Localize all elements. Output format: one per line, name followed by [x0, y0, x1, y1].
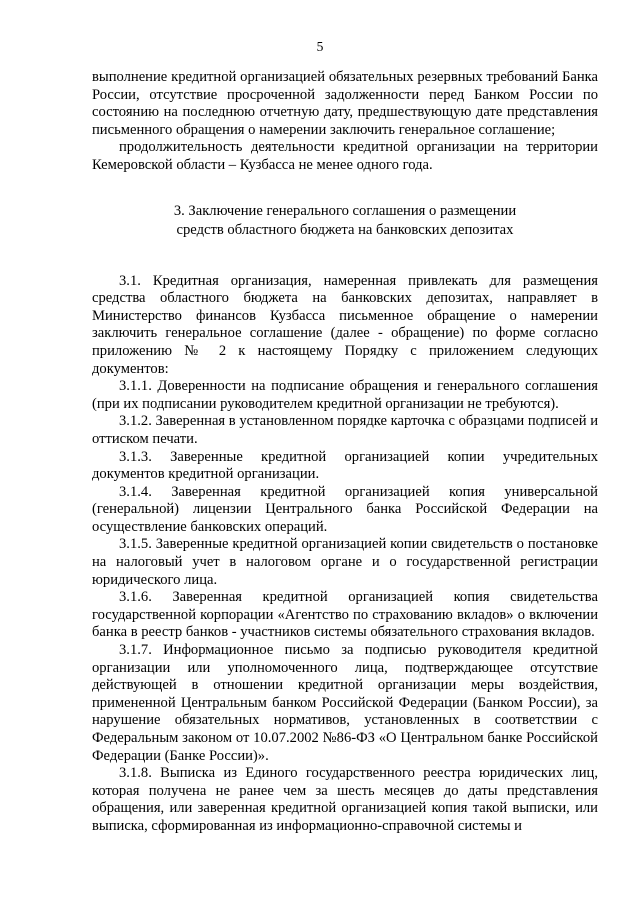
section-heading-line-2: средств областного бюджета на банковских депозитах — [176, 221, 514, 238]
paragraph-reserve-requirements: выполнение кредитной организацией обязательных резервных требований Банка России, отсутствие просроченной задолженности перед Банком России по состоянию на последнюю отчетную дату, предшествующую дате представления письменного обращения о намерении заключить генеральное соглашение; — [92, 69, 598, 138]
page-number: 5 — [316, 39, 324, 54]
clause-3-1-4: 3.1.4. Заверенная кредитной организацией копия универсальной (генеральной) лицензии Центрального банка Российской Федерации на осуществление банковских операций. — [92, 483, 598, 535]
clause-3-1-5: 3.1.5. Заверенные кредитной организацией копии свидетельств о постановке на налоговый учет в налоговом органе и о государственной регистрации юридического лица. — [92, 536, 598, 588]
section-heading — [92, 202, 598, 240]
clause-3-1-3: 3.1.3. Заверенные кредитной организацией копии учредительных документов кредитной организации. — [92, 448, 598, 483]
clause-3-1-6: 3.1.6. Заверенная кредитной организацией копия свидетельства государственной корпорации «Агентство по страхованию вкладов» о включении банка в реестр банков - участников системы обязательного страхования вкладов. — [92, 589, 598, 641]
clause-3-1-8: 3.1.8. Выписка из Единого государственного реестра юридических лиц, которая получена не ранее чем за шесть месяцев до даты представления обращения, или заверенная кредитной организацией копия такой выписки, или выписка, сформированная из информационно-справочной системы и — [92, 765, 598, 834]
clause-3-1-7: 3.1.7. Информационное письмо за подписью руководителя кредитной организации или уполномоченного лица, подтверждающее отсутствие действующей в отношении кредитной организации меры воздействия, примененной Центральным банком Российской Федерации (Банком России), за нарушение обязательных нормативов, установленных в соответствии с Федеральным законом от 10.07.2002 №86-ФЗ «О Центральном банке Российской Федерации (Банке России)». — [92, 642, 598, 764]
paragraph-activity-duration: продолжительность деятельности кредитной организации на территории Кемеровской области – Кузбасса не менее одного года. — [92, 139, 598, 173]
section-heading-line-1: 3. Заключение генерального соглашения о размещении — [173, 202, 517, 219]
document-body — [92, 69, 598, 836]
clause-3-1: 3.1. Кредитная организация, намеренная привлекать для размещения средства областного бюджета на банковских депозитах, направляет в Министерство финансов Кузбасса письменное обращение о намерении заключить генеральное соглашение (далее - обращение) по форме согласно приложению № 2 к настоящему Порядку с приложением следующих документов: — [92, 272, 598, 377]
clause-3-1-2: 3.1.2. Заверенная в установленном порядке карточка с образцами подписей и оттиском печати. — [92, 413, 599, 447]
clause-3-1-1: 3.1.1. Доверенности на подписание обращения и генерального соглашения (при их подписании руководителем кредитной организации не требуются). — [92, 378, 598, 412]
